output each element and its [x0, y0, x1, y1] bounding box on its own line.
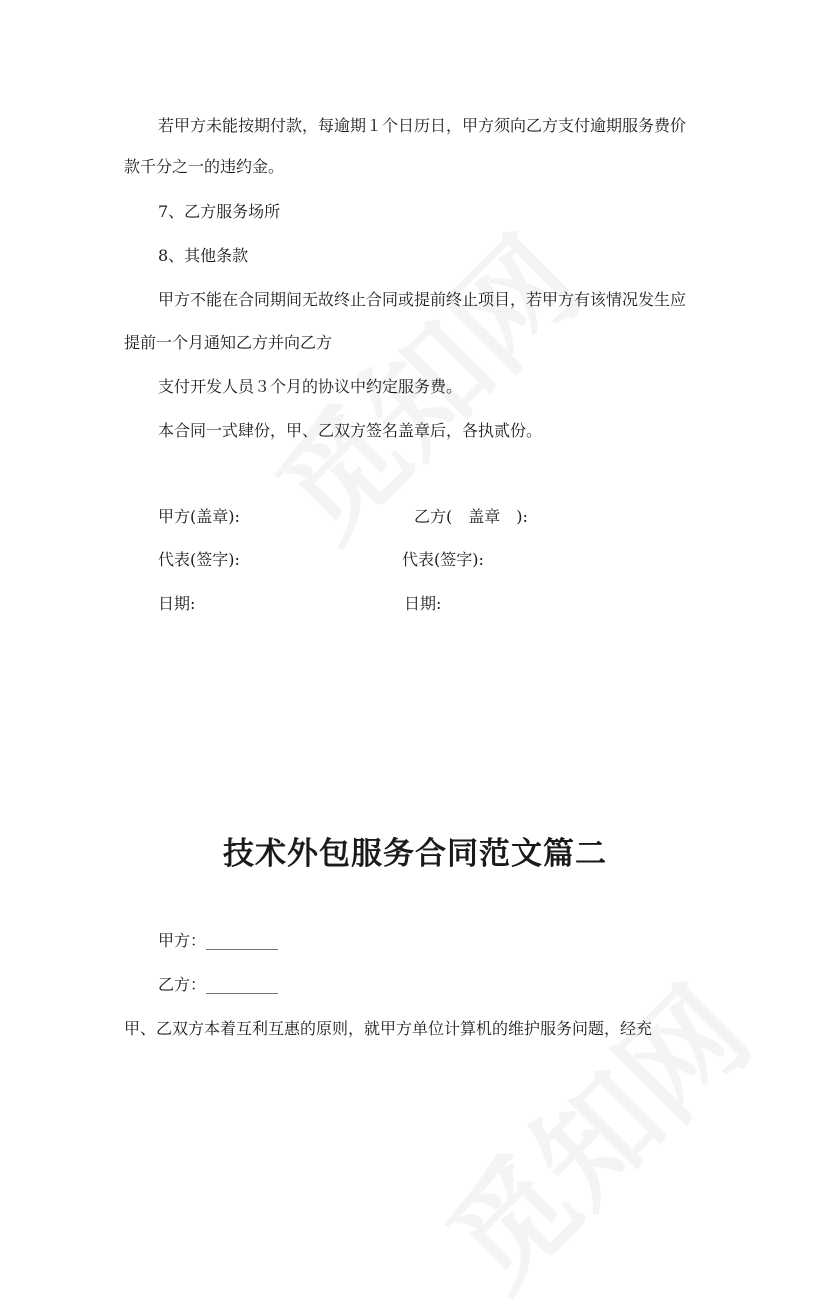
- clause-8-heading: 8、其他条款: [158, 246, 249, 265]
- party-a-name-field: 甲方：_________: [158, 931, 279, 950]
- party-a-seal-label: 甲方(盖章):: [158, 507, 240, 526]
- party-b-date-label: 日期:: [404, 594, 442, 613]
- copies-clause: 本合同一式肆份，甲、乙双方签名盖章后，各执贰份。: [158, 421, 543, 440]
- intro-paragraph: 甲、乙双方本着互利互惠的原则，就甲方单位计算机的维护服务问题，经充: [124, 1019, 653, 1038]
- other-terms-line-3: 支付开发人员３个月的协议中约定服务费。: [158, 377, 463, 396]
- penalty-line-2: 款千分之一的违约金。: [124, 157, 285, 176]
- party-b-representative-label: 代表(签字):: [402, 550, 484, 569]
- party-b-name-field: 乙方：_________: [158, 975, 279, 994]
- document-title: 技术外包服务合同范文篇二: [223, 836, 607, 872]
- other-terms-line-1: 甲方不能在合同期间无故终止合同或提前终止项目，若甲方有该情况发生应: [158, 290, 687, 309]
- other-terms-line-2: 提前一个月通知乙方并向乙方: [124, 333, 333, 352]
- clause-7-heading: 7、乙方服务场所: [158, 202, 281, 221]
- penalty-line-1: 若甲方未能按期付款，每逾期１个日历日，甲方须向乙方支付逾期服务费价: [158, 116, 687, 135]
- party-a-representative-label: 代表(签字):: [158, 550, 240, 569]
- party-b-seal-label: 乙方( 盖章 ):: [414, 507, 528, 526]
- party-a-date-label: 日期:: [158, 594, 196, 613]
